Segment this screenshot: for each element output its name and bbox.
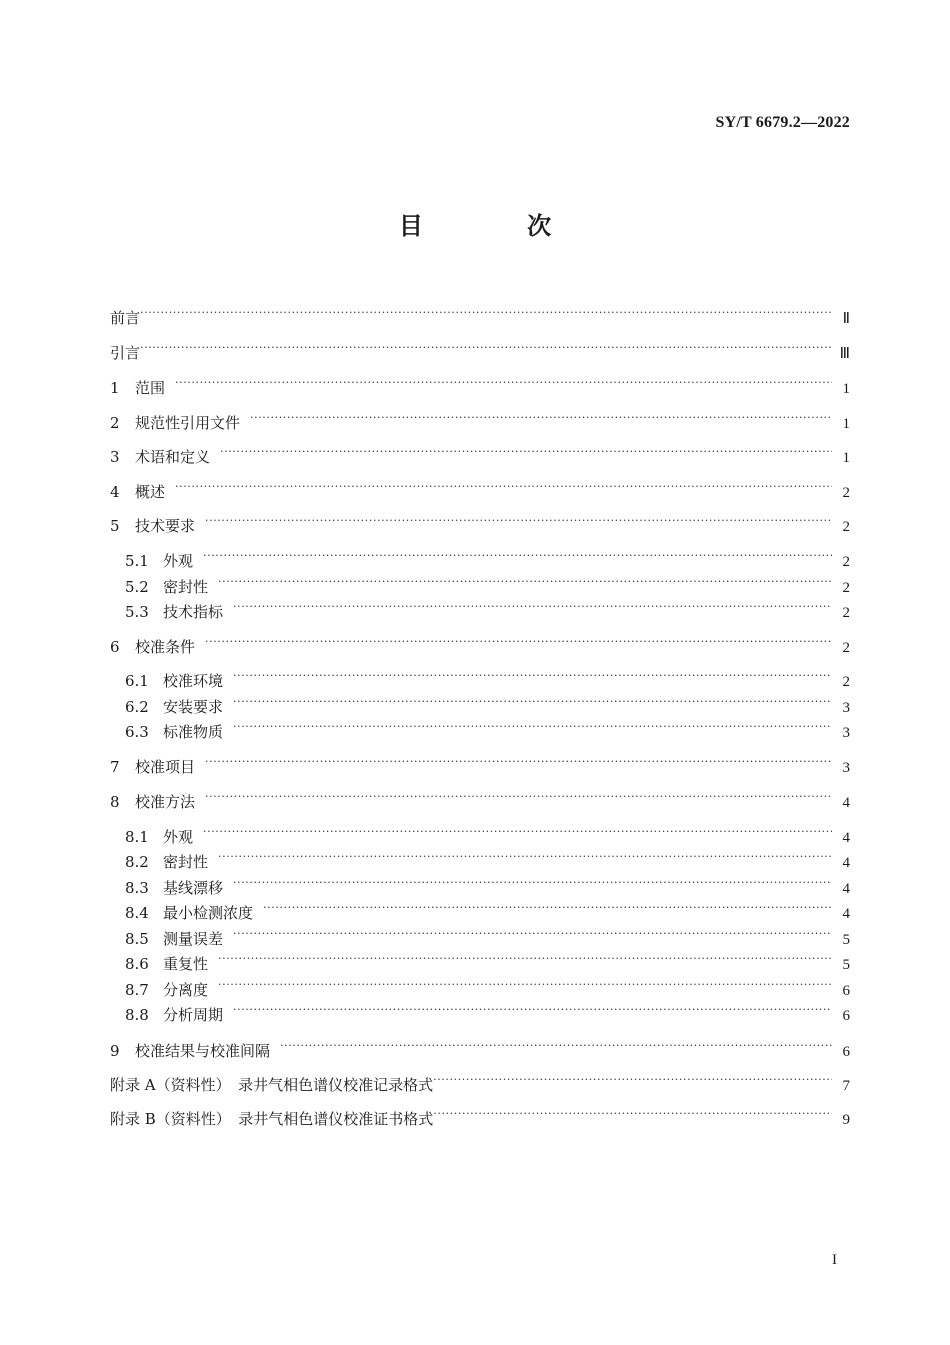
toc-entry-page: 1: [842, 381, 850, 397]
dot-leader: [218, 570, 832, 592]
toc-entry-3[interactable]: [110, 440, 850, 466]
toc-entry-page: 3: [842, 725, 850, 741]
toc-entry-8-3[interactable]: [125, 871, 850, 897]
dot-leader: [233, 922, 832, 944]
toc-entry-page: 9: [842, 1112, 850, 1128]
toc-entry-number: 2: [110, 414, 120, 432]
toc-entry-label: 范围: [135, 379, 166, 397]
toc-entry-page: 6: [842, 1008, 850, 1024]
dot-leader: [218, 973, 832, 995]
toc-entry-label: 最小检测浓度: [163, 904, 254, 922]
toc-entry-page: 2: [842, 640, 850, 656]
toc-entry-label: 密封性: [163, 853, 209, 871]
dot-leader: [205, 785, 832, 807]
toc-entry-page: 1: [842, 450, 850, 466]
toc-entry-label: 分析周期: [163, 1006, 224, 1024]
toc-entry-label: 技术要求: [135, 517, 196, 535]
toc-entry-page: 2: [842, 605, 850, 621]
dot-leader: [233, 871, 832, 893]
toc-entry-2[interactable]: [110, 406, 850, 432]
toc-entry-page: 4: [842, 906, 850, 922]
toc-entry-number: 7: [110, 758, 120, 776]
toc-entry-number: 5.1: [125, 552, 149, 570]
toc-entry-number: 8.7: [125, 981, 149, 999]
toc-entry-page: 5: [842, 932, 850, 948]
dot-leader: [233, 690, 832, 712]
dot-leader: [233, 595, 832, 617]
toc-entry-page: 3: [842, 760, 850, 776]
toc-entry-page: 3: [842, 700, 850, 716]
dot-leader: [175, 475, 832, 497]
toc-entry-page: 2: [842, 554, 850, 570]
toc-entry-number: 1: [110, 379, 120, 397]
dot-leader: [205, 750, 832, 772]
toc-entry-label: 校准环境: [163, 672, 224, 690]
toc-entry-page: 4: [842, 881, 850, 897]
toc-entry-label: 术语和定义: [135, 448, 211, 466]
toc-entry-label: 附录 B（资料性） 录井气相色谱仪校准证书格式: [110, 1110, 434, 1128]
toc-entry-8-2[interactable]: [125, 845, 850, 871]
toc-entry-label: 前言: [110, 309, 141, 327]
toc-entry-page: Ⅲ: [839, 346, 850, 362]
dot-leader: [233, 998, 832, 1020]
toc-entry-number: 4: [110, 483, 120, 501]
toc-entry-appA[interactable]: [110, 1068, 850, 1094]
toc-entry-label: 附录 A（资料性） 录井气相色谱仪校准记录格式: [110, 1076, 434, 1094]
toc-entry-number: 5.2: [125, 578, 149, 596]
dot-leader: [433, 1068, 832, 1090]
toc-entry-5-3[interactable]: [125, 595, 850, 621]
dot-leader: [205, 509, 832, 531]
toc-entry-number: 3: [110, 448, 120, 466]
toc-entry-1[interactable]: [110, 371, 850, 397]
toc-entry-number: 8.2: [125, 853, 149, 871]
toc-entry-label: 安装要求: [163, 698, 224, 716]
toc-entry-number: 8.3: [125, 879, 149, 897]
toc-entry-label: 基线漂移: [163, 879, 224, 897]
toc-entry-page: 4: [842, 830, 850, 846]
dot-leader: [218, 947, 832, 969]
toc-entry-6-1[interactable]: [125, 664, 850, 690]
toc-entry-8-7[interactable]: [125, 973, 850, 999]
toc-entry-label: 分离度: [163, 981, 209, 999]
dot-leader: [140, 336, 832, 358]
toc-entry-number: 8.4: [125, 904, 149, 922]
dot-leader: [205, 630, 832, 652]
toc-entry-page: 5: [842, 957, 850, 973]
dot-leader: [175, 371, 832, 393]
toc-entry-appB[interactable]: [110, 1102, 850, 1128]
toc-entry-number: 6.1: [125, 672, 149, 690]
toc-entry-page: 4: [842, 795, 850, 811]
dot-leader: [263, 896, 832, 918]
toc-entry-8-8[interactable]: [125, 998, 850, 1024]
toc-entry-number: 5.3: [125, 603, 149, 621]
toc-entry-5-2[interactable]: [125, 570, 850, 596]
toc-entry-8-4[interactable]: [125, 896, 850, 922]
toc-entry-page: 2: [842, 580, 850, 596]
toc-entry-label: 引言: [110, 344, 141, 362]
toc-entry-label: 测量误差: [163, 930, 224, 948]
toc-entry-6[interactable]: [110, 630, 850, 656]
toc-entry-8-1[interactable]: [125, 820, 850, 846]
toc-entry-page: Ⅱ: [842, 311, 850, 327]
toc-entry-6-3[interactable]: [125, 715, 850, 741]
toc-entry-label: 重复性: [163, 955, 209, 973]
toc-entry-label: 密封性: [163, 578, 209, 596]
toc-entry-8[interactable]: [110, 785, 850, 811]
toc-entry-number: 8.1: [125, 828, 149, 846]
toc-entry-page: 7: [842, 1078, 850, 1094]
dot-leader: [140, 301, 832, 323]
toc-entry-label: 外观: [163, 552, 194, 570]
toc-entry-number: 8.8: [125, 1006, 149, 1024]
toc-entry-label: 校准项目: [135, 758, 196, 776]
page-title: 目 次: [398, 212, 600, 240]
dot-leader: [203, 544, 832, 566]
toc-entry-7[interactable]: [110, 750, 850, 776]
dot-leader: [233, 715, 832, 737]
toc-entry-number: 8.5: [125, 930, 149, 948]
dot-leader: [218, 845, 832, 867]
toc-entry-label: 外观: [163, 828, 194, 846]
toc-entry-number: 6: [110, 638, 120, 656]
toc-entry-8-6[interactable]: [125, 947, 850, 973]
toc-entry-8-5[interactable]: [125, 922, 850, 948]
toc-entry-9[interactable]: [110, 1034, 850, 1060]
toc-entry-page: 6: [842, 1044, 850, 1060]
standard-code: SY/T 6679.2—2022: [715, 114, 850, 131]
toc-entry-label: 标准物质: [163, 723, 224, 741]
toc-entry-number: 9: [110, 1042, 120, 1060]
toc-entry-number: 6.2: [125, 698, 149, 716]
page-number: I: [832, 1252, 837, 1268]
toc-entry-number: 8: [110, 793, 120, 811]
dot-leader: [233, 664, 832, 686]
dot-leader: [280, 1034, 832, 1056]
toc-entry-number: 8.6: [125, 955, 149, 973]
toc-entry-page: 4: [842, 855, 850, 871]
toc-entry-page: 2: [842, 485, 850, 501]
dot-leader: [250, 406, 832, 428]
toc-entry-5[interactable]: [110, 509, 850, 535]
toc-entry-label: 校准条件: [135, 638, 196, 656]
toc-entry-label: 校准方法: [135, 793, 196, 811]
toc-entry-page: 1: [842, 416, 850, 432]
toc-entry-page: 2: [842, 519, 850, 535]
toc-entry-number: 5: [110, 517, 120, 535]
toc-entry-number: 6.3: [125, 723, 149, 741]
toc-entry-label: 概述: [135, 483, 166, 501]
toc-entry-label: 校准结果与校准间隔: [135, 1042, 271, 1060]
dot-leader: [220, 440, 832, 462]
toc-entry-5-1[interactable]: [125, 544, 850, 570]
toc-entry-yinyan[interactable]: [110, 336, 850, 362]
toc-entry-page: 6: [842, 983, 850, 999]
toc-entry-label: 技术指标: [163, 603, 224, 621]
toc-entry-4[interactable]: [110, 475, 850, 501]
toc-entry-qianyan[interactable]: [110, 301, 850, 327]
dot-leader: [203, 820, 832, 842]
toc-entry-6-2[interactable]: [125, 690, 850, 716]
toc-entry-label: 规范性引用文件: [135, 414, 241, 432]
dot-leader: [433, 1102, 832, 1124]
toc-entry-page: 2: [842, 674, 850, 690]
